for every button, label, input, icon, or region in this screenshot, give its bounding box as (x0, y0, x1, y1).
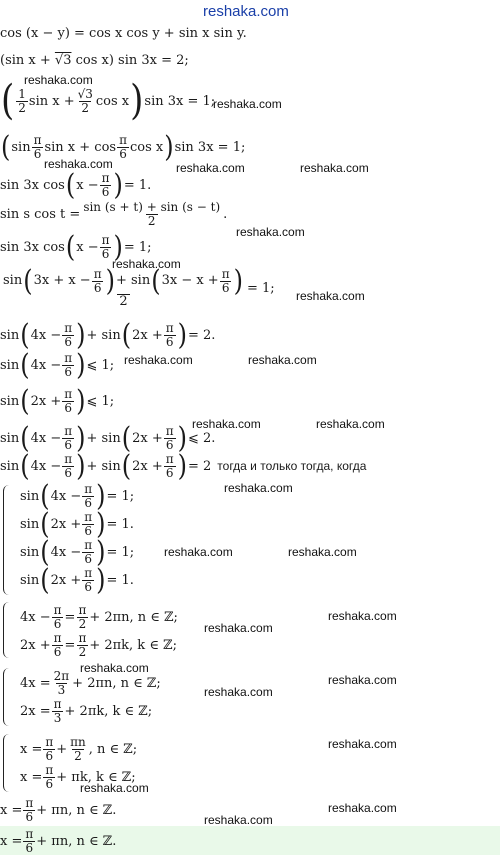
parenthesis: ) (76, 449, 86, 483)
fraction (52, 698, 64, 724)
formula-line (20, 507, 134, 541)
math-text: = 1; (246, 280, 275, 296)
parenthesis: ( (1, 77, 15, 125)
math-text: 2 (119, 294, 128, 310)
watermark: reshaka.com (204, 685, 273, 699)
math-text: π (64, 452, 73, 466)
math-text: = (64, 637, 76, 653)
math-text: ⩽ 1; (86, 357, 115, 373)
formula-line (0, 797, 116, 823)
math-text: + sin (86, 327, 121, 343)
fraction (82, 511, 94, 537)
math-text: sin (20, 544, 40, 560)
math-text: sin 3x cos (0, 177, 65, 193)
watermark: reshaka.com (248, 353, 317, 367)
math-text: + sin (86, 458, 121, 474)
math-text: π (221, 267, 230, 281)
math-text: 1 (18, 86, 26, 101)
math-text: 6 (84, 523, 92, 538)
math-text: 3 (57, 682, 66, 697)
formula-line (0, 348, 115, 382)
formula-line (0, 449, 367, 483)
math-text: + πn, n ∈ ℤ. (36, 833, 117, 849)
fraction (43, 736, 55, 762)
watermark: reshaka.com (164, 545, 233, 559)
parenthesis: ) (113, 230, 123, 264)
parenthesis: ) (96, 563, 106, 597)
math-text: (sin x + (0, 53, 55, 68)
math-text: x = (0, 802, 23, 818)
math-text: sin (0, 327, 20, 343)
math-text: sin (0, 357, 20, 373)
math-text: 6 (84, 495, 92, 510)
fraction (52, 604, 64, 630)
math-text: sin 3x cos (0, 239, 65, 255)
math-text: 6 (64, 437, 72, 452)
math-text: 6 (101, 184, 110, 199)
math-text: π (93, 267, 102, 281)
math-text: 6 (33, 146, 42, 161)
math-text: + 2πn, n ∈ ℤ; (89, 609, 178, 625)
math-text: = (64, 609, 76, 625)
math-text: x = (20, 741, 43, 757)
math-text: 4x − (30, 357, 62, 373)
math-text: π (53, 697, 62, 711)
math-text: + (56, 741, 68, 757)
formula-line (20, 479, 135, 513)
watermark: reshaka.com (192, 417, 261, 431)
formula-line (0, 421, 216, 455)
math-text: 2 (18, 100, 26, 115)
parenthesis: ( (40, 479, 50, 513)
fraction (164, 425, 176, 451)
formula-line (20, 736, 137, 762)
math-text: , n ∈ ℤ; (88, 741, 138, 757)
watermark: reshaka.com (328, 673, 397, 687)
watermark: reshaka.com (300, 161, 369, 175)
system-brace (3, 734, 10, 792)
math-text: sin (3, 273, 23, 289)
fraction (92, 268, 104, 294)
math-text: π (84, 538, 93, 552)
math-text: √3 (54, 53, 72, 68)
math-text: + πk, k ∈ ℤ; (56, 769, 136, 785)
system-brace (3, 668, 10, 726)
fraction (52, 670, 72, 696)
math-text: sin x + (28, 93, 75, 109)
fraction (81, 201, 222, 227)
math-text: π (33, 133, 42, 147)
math-text: cos (x − y) = cos x cos y + sin x sin y. (0, 26, 247, 41)
parenthesis: ) (96, 479, 106, 513)
math-text: 6 (119, 146, 127, 161)
watermark-top: reshaka.com (203, 3, 289, 20)
parenthesis: ) (113, 168, 123, 202)
math-text: 2x + (132, 430, 163, 446)
watermark: reshaka.com (316, 417, 385, 431)
fraction (82, 567, 94, 593)
math-text: 6 (165, 334, 174, 349)
math-text: sin (20, 488, 40, 504)
parenthesis: ( (151, 264, 161, 298)
fraction (220, 268, 232, 294)
parenthesis: ( (20, 449, 30, 483)
parenthesis: ) (164, 130, 174, 164)
parenthesis: ( (20, 421, 30, 455)
math-text: = 1; (106, 488, 135, 504)
parenthesis: ( (121, 318, 132, 352)
fraction (76, 604, 88, 630)
math-text: 2 (81, 100, 90, 115)
formula-line (20, 764, 136, 790)
math-text: 2x + (50, 572, 82, 588)
math-text: 4x = (20, 675, 51, 691)
parenthesis: ) (233, 264, 243, 298)
math-text: 2x + (132, 327, 163, 343)
math-text: + 2πn, n ∈ ℤ; (72, 675, 161, 691)
math-text: π (101, 171, 110, 185)
math-text: sin (11, 139, 31, 155)
math-text: 3 (53, 710, 62, 725)
fraction (62, 453, 74, 479)
formula-line (0, 54, 189, 67)
parenthesis: ) (177, 318, 187, 352)
fraction (62, 388, 74, 414)
math-text: sin (20, 572, 40, 588)
math-text: 4x − (30, 458, 62, 474)
math-text: x = (20, 769, 43, 785)
math-text: 2x = (20, 703, 51, 719)
parenthesis: ( (65, 168, 76, 202)
math-text: π (78, 603, 87, 617)
math-text: ⩽ 1; (86, 393, 115, 409)
math-text: 6 (101, 246, 110, 261)
math-text: π (84, 566, 93, 580)
formula-line (0, 384, 115, 418)
math-text: π (101, 233, 110, 247)
math-text: √3 (77, 86, 93, 101)
formula-line (20, 670, 161, 696)
fraction (23, 797, 35, 823)
watermark: reshaka.com (44, 157, 113, 171)
math-text: sin 3x = 1; (144, 93, 216, 109)
system-brace (3, 485, 10, 595)
math-text: + πn, n ∈ ℤ. (36, 802, 117, 818)
math-text: π (64, 351, 73, 365)
math-text: 6 (25, 840, 34, 855)
math-text: π (25, 796, 34, 810)
fraction (76, 632, 88, 658)
parenthesis: ( (1, 130, 11, 164)
math-text: + 2πk, k ∈ ℤ; (64, 703, 153, 719)
fraction (23, 828, 35, 854)
math-text: π (45, 763, 54, 777)
parenthesis: ( (121, 449, 132, 483)
fraction (43, 764, 55, 790)
math-text: π (64, 321, 73, 335)
parenthesis: ) (177, 421, 187, 455)
parenthesis: ) (130, 77, 144, 125)
math-text: = 1. (123, 177, 152, 193)
watermark: reshaka.com (328, 609, 397, 623)
formula-line (0, 230, 152, 264)
math-text: π (84, 510, 93, 524)
math-text: π (45, 735, 54, 749)
watermark: reshaka.com (236, 225, 305, 239)
math-text: = 1. (106, 572, 134, 588)
formula-line (20, 604, 178, 630)
math-text: 6 (221, 280, 230, 295)
math-text: sin (0, 458, 20, 474)
watermark: reshaka.com (213, 97, 282, 111)
fraction (100, 172, 112, 198)
watermark: reshaka.com (328, 737, 397, 751)
math-text: cos x (95, 93, 130, 109)
parenthesis: ) (96, 507, 106, 541)
watermark: reshaka.com (124, 353, 193, 367)
fraction (32, 134, 44, 160)
math-text: . (223, 206, 228, 222)
math-text: ⩽ 2. (188, 430, 216, 446)
parenthesis: ) (105, 264, 115, 298)
math-text: = 1; (106, 544, 135, 560)
parenthesis: ( (65, 230, 76, 264)
math-text: + 2πk, k ∈ ℤ; (89, 637, 177, 653)
math-text: π (165, 424, 174, 438)
math-text: 4x − (50, 544, 82, 560)
math-text: 2x + (30, 393, 62, 409)
math-text: 2π (53, 669, 70, 683)
fraction (62, 352, 74, 378)
math-text: 2 (74, 748, 82, 763)
math-text: 2x + (132, 458, 163, 474)
math-text: 4x − (30, 430, 62, 446)
system-brace (3, 602, 10, 658)
watermark: reshaka.com (204, 813, 273, 827)
math-text: 2 (78, 644, 87, 659)
math-text: 6 (53, 616, 62, 631)
math-text: π (53, 603, 62, 617)
fraction (68, 736, 88, 762)
parenthesis: ( (20, 384, 30, 418)
parenthesis: ( (40, 563, 50, 597)
watermark: reshaka.com (176, 161, 245, 175)
parenthesis: ( (40, 507, 50, 541)
math-text: π (64, 424, 73, 438)
math-text: 3x − x + (161, 273, 219, 289)
math-text: 6 (165, 437, 174, 452)
math-text: πn (70, 735, 86, 749)
formula-line (20, 632, 177, 658)
parenthesis: ) (76, 384, 86, 418)
fraction (62, 322, 74, 348)
math-text: sin (0, 430, 20, 446)
math-text: 6 (64, 364, 72, 379)
math-text: 4x − (30, 327, 62, 343)
fraction (164, 322, 176, 348)
watermark: reshaka.com (204, 621, 273, 635)
math-text: π (78, 631, 87, 645)
math-text: 6 (84, 579, 92, 594)
watermark: reshaka.com (224, 481, 293, 495)
math-text: 6 (84, 551, 92, 566)
math-text: 2 (147, 213, 156, 228)
math-text: sin (20, 516, 40, 532)
parenthesis: ( (20, 318, 30, 352)
parenthesis: ( (121, 421, 132, 455)
parenthesis: ) (76, 348, 86, 382)
watermark: reshaka.com (112, 257, 181, 271)
math-text: π (53, 631, 62, 645)
fraction (16, 88, 28, 114)
math-text: 6 (64, 465, 72, 480)
russian-text: тогда и только тогда, когда (217, 459, 367, 474)
watermark: reshaka.com (24, 73, 93, 87)
formula-line (0, 201, 227, 227)
watermark: reshaka.com (296, 289, 365, 303)
formula-line (0, 27, 247, 40)
math-text: 6 (45, 748, 54, 763)
math-text: = 1. (106, 516, 134, 532)
math-text: 2x + (50, 516, 82, 532)
math-text: 6 (45, 776, 54, 791)
math-text: x = (0, 833, 23, 849)
math-text: sin s cos t = (0, 206, 81, 222)
watermark: reshaka.com (328, 801, 397, 815)
math-text: 6 (165, 465, 174, 480)
formula-line (20, 698, 152, 724)
math-text: π (165, 321, 174, 335)
math-text: sin x + cos (44, 139, 117, 155)
formula-line (0, 168, 152, 202)
watermark: reshaka.com (80, 661, 149, 675)
fraction (52, 632, 64, 658)
math-text: 2x + (20, 637, 51, 653)
math-text: π (64, 387, 73, 401)
math-text: 6 (93, 280, 102, 295)
math-text: 6 (64, 334, 72, 349)
math-text: sin (0, 393, 20, 409)
math-text: = 1; (123, 239, 152, 255)
math-text: + sin (86, 430, 121, 446)
parenthesis: ( (20, 348, 30, 382)
math-text: cos x (129, 139, 164, 155)
math-text: = 2. (188, 327, 216, 343)
parenthesis: ) (76, 421, 86, 455)
watermark: reshaka.com (80, 781, 149, 795)
parenthesis: ) (177, 449, 187, 483)
formula-line (0, 318, 216, 352)
formula-line (20, 563, 134, 597)
math-text: x − (76, 239, 99, 255)
parenthesis: ( (40, 535, 50, 569)
math-text: sin 3x = 1; (174, 139, 246, 155)
math-text: 6 (25, 809, 34, 824)
fraction (164, 453, 176, 479)
math-text: π (25, 827, 34, 841)
math-text: = 2 (188, 458, 212, 474)
math-text: π (84, 482, 93, 496)
formula-line (20, 535, 135, 569)
fraction (82, 483, 94, 509)
parenthesis: ) (96, 535, 106, 569)
math-text: 4x − (50, 488, 82, 504)
math-text: + sin (115, 273, 151, 289)
fraction (82, 539, 94, 565)
math-text: cos x) sin 3x = 2; (71, 53, 189, 68)
math-text: 4x − (20, 609, 51, 625)
watermark: reshaka.com (288, 545, 357, 559)
math-text: π (165, 452, 174, 466)
parenthesis: ) (76, 318, 86, 352)
math-text: 6 (64, 400, 72, 415)
math-text: x − (76, 177, 99, 193)
math-text: π (119, 133, 127, 147)
final-answer (0, 828, 116, 854)
math-text: sin (s + t) + sin (s − t) (83, 200, 221, 214)
fraction (100, 234, 112, 260)
math-text: 2 (78, 616, 87, 631)
parenthesis: ( (23, 264, 33, 298)
math-text: 3x + x − (33, 273, 91, 289)
math-text: 6 (53, 644, 62, 659)
fraction (62, 425, 74, 451)
fraction (76, 88, 95, 114)
fraction (117, 134, 129, 160)
